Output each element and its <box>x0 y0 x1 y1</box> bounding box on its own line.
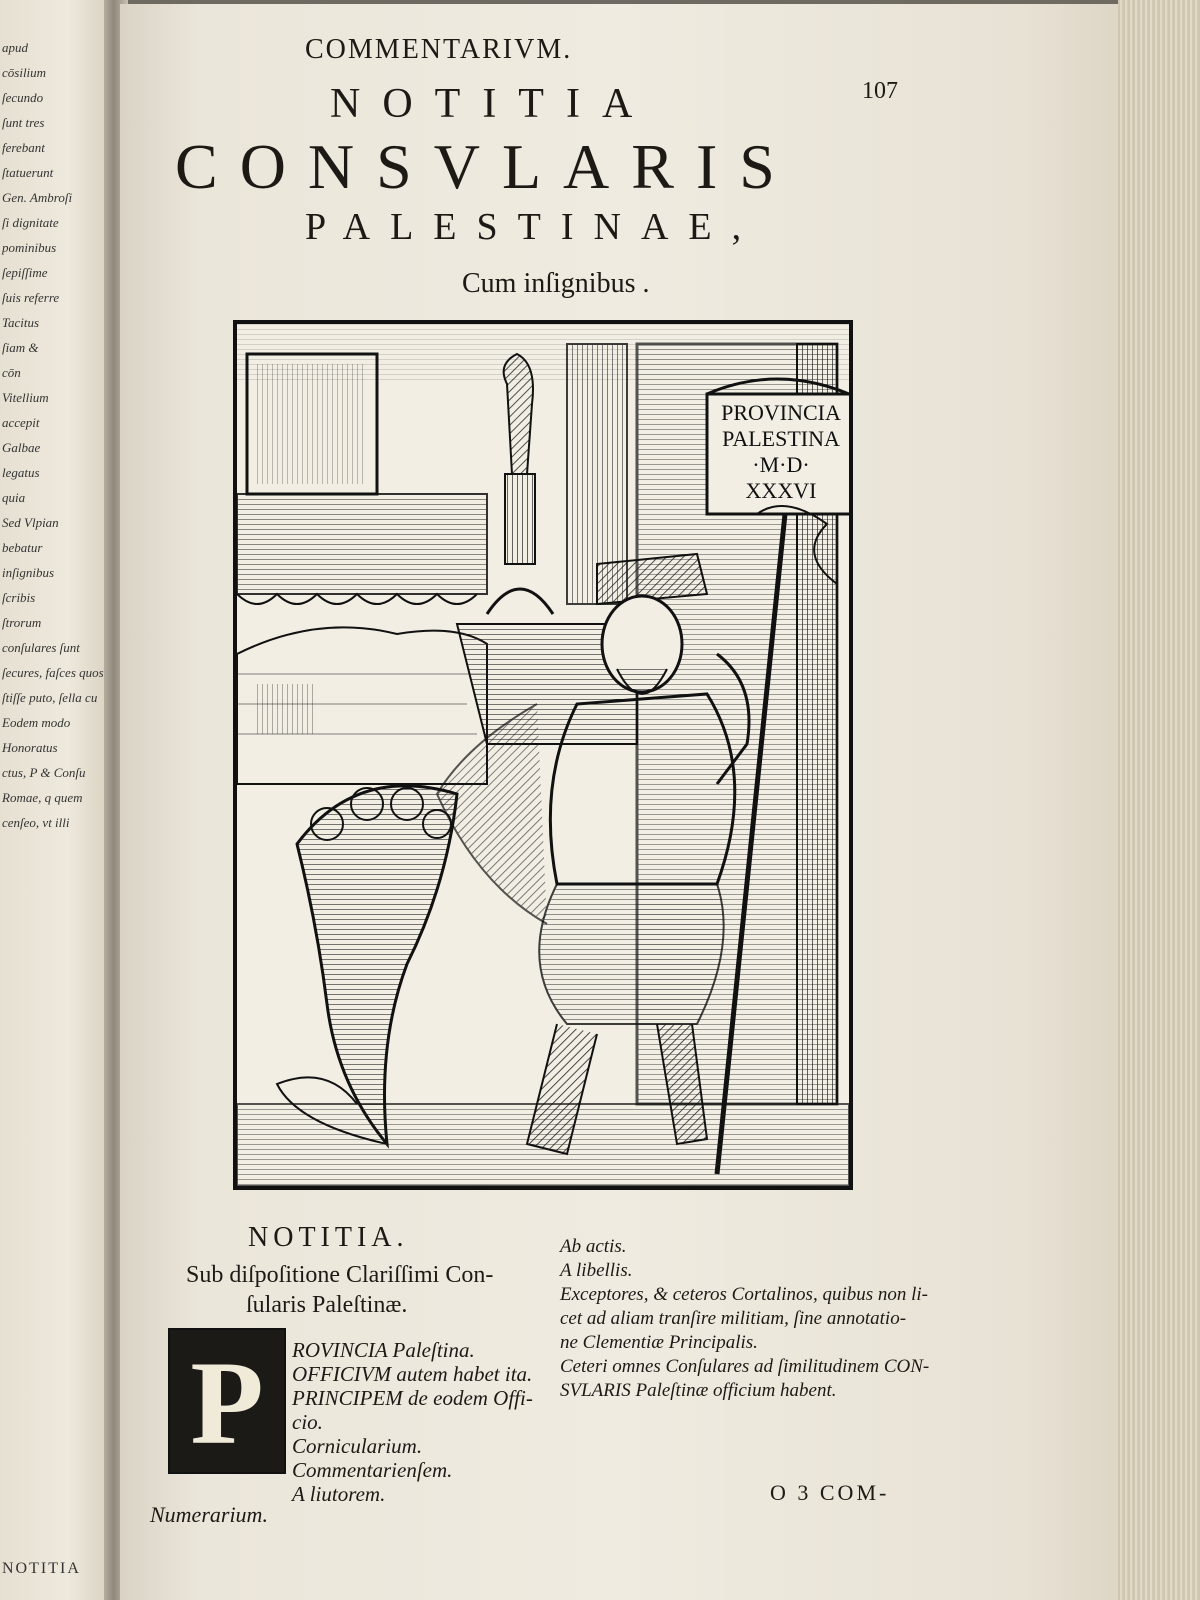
sign-line-3: ·M·D· <box>752 452 810 477</box>
left-column-line: PRINCIPEM de eodem Offi- <box>292 1386 533 1410</box>
left-column-line: ROVINCIA Paleſtina. <box>292 1338 475 1362</box>
left-page-line: ferebant <box>2 140 45 155</box>
notitia-subtitle-line-1: Sub diſpoſitione Clariſſimi Con- <box>186 1262 494 1288</box>
catchword: O 3 COM- <box>770 1480 890 1505</box>
left-page-line: ſiam & <box>2 340 39 355</box>
notitia-heading: NOTITIA. <box>248 1222 409 1253</box>
left-page-line: ſecures, faſces quos <box>2 665 104 680</box>
right-column-line: Ab actis. <box>560 1236 627 1257</box>
left-page-line: legatus <box>2 465 40 480</box>
left-page-line: apud <box>2 40 28 55</box>
page-edges <box>1118 0 1200 1600</box>
left-page-line: ſuis referre <box>2 290 60 305</box>
left-page-line: accepit <box>2 415 40 430</box>
right-column-line: Exceptores, & ceteros Cortalinos, quibus non li- <box>560 1284 928 1305</box>
title-line-4: Cum inſignibus . <box>462 268 650 299</box>
left-column-line: Cornicularium. <box>292 1434 423 1458</box>
notitia-subtitle-line-2: ſularis Paleſtinæ. <box>246 1292 408 1318</box>
page-number: 107 <box>862 78 898 104</box>
left-page-line: Sed Vlpian <box>2 515 59 530</box>
woodcut-illustration <box>233 320 853 1190</box>
sign-line-2: PALESTINA <box>722 426 840 451</box>
left-page-line: ſecundo <box>2 90 44 105</box>
left-page-line: bebatur <box>2 540 43 555</box>
right-column-line: cet ad aliam tranſire militiam, ſine annotatio- <box>560 1308 907 1329</box>
left-page-bottom-word: NOTITIA <box>2 1560 81 1577</box>
left-page-line: Honoratus <box>2 740 58 755</box>
left-page-line: quia <box>2 490 26 505</box>
left-page-line: Romae, q quem <box>2 790 83 805</box>
left-page-line: ſtatuerunt <box>2 165 54 180</box>
decorated-initial-letter: P <box>190 1336 264 1469</box>
left-page-line: cōsilium <box>2 65 47 80</box>
left-column-line: Commentarienſem. <box>292 1458 453 1482</box>
left-page-line: cōn <box>2 365 21 380</box>
left-page-line: Tacitus <box>2 315 40 330</box>
left-page-line: ctus, P & Conſu <box>2 765 86 780</box>
sign-line-1: PROVINCIA <box>721 400 841 425</box>
left-page-line: Vitellium <box>2 390 49 405</box>
numerarium-line: Numerarium. <box>150 1502 268 1527</box>
title-line-1: NOTITIA <box>330 81 655 127</box>
left-page-line: ſi dignitate <box>2 215 59 230</box>
left-page-line: ſtiſſe puto, ſella cu <box>2 690 98 705</box>
left-page-line: ſtrorum <box>2 615 42 630</box>
title-line-3: PALESTINAE, <box>305 206 762 248</box>
left-page-line: conſulares ſunt <box>2 640 80 655</box>
left-page-line: pominibus <box>2 240 57 255</box>
left-column-line: A liutorem. <box>292 1482 386 1506</box>
sign-text <box>711 400 851 504</box>
right-column-line: SVLARIS Paleſtinæ officium habent. <box>560 1380 837 1401</box>
right-column-line: ne Clementiæ Principalis. <box>560 1332 758 1353</box>
left-page-line: Eodem modo <box>2 715 71 730</box>
left-page-line: ſunt tres <box>2 115 45 130</box>
left-page-line: Galbae <box>2 440 41 455</box>
left-column-line: OFFICIVM autem habet ita. <box>292 1362 533 1386</box>
left-page-line: ſepiſſime <box>2 265 48 280</box>
left-page-line: inſignibus <box>2 565 55 580</box>
right-column-line: A libellis. <box>560 1260 633 1281</box>
right-column-line: Ceteri omnes Conſulares ad ſimilitudinem CON- <box>560 1356 930 1377</box>
sign-line-4: XXXVI <box>745 478 817 503</box>
decorated-initial <box>168 1328 286 1474</box>
running-head: COMMENTARIVM. <box>305 34 573 65</box>
left-facing-page <box>0 0 112 1600</box>
left-page-line: Gen. Ambroſi <box>2 190 73 205</box>
left-page-line: cenſeo, vt illi <box>2 815 70 830</box>
left-column-line: cio. <box>292 1410 323 1434</box>
title-line-2: CONSVLARIS <box>175 131 797 202</box>
left-page-line: ſcribis <box>2 590 36 605</box>
